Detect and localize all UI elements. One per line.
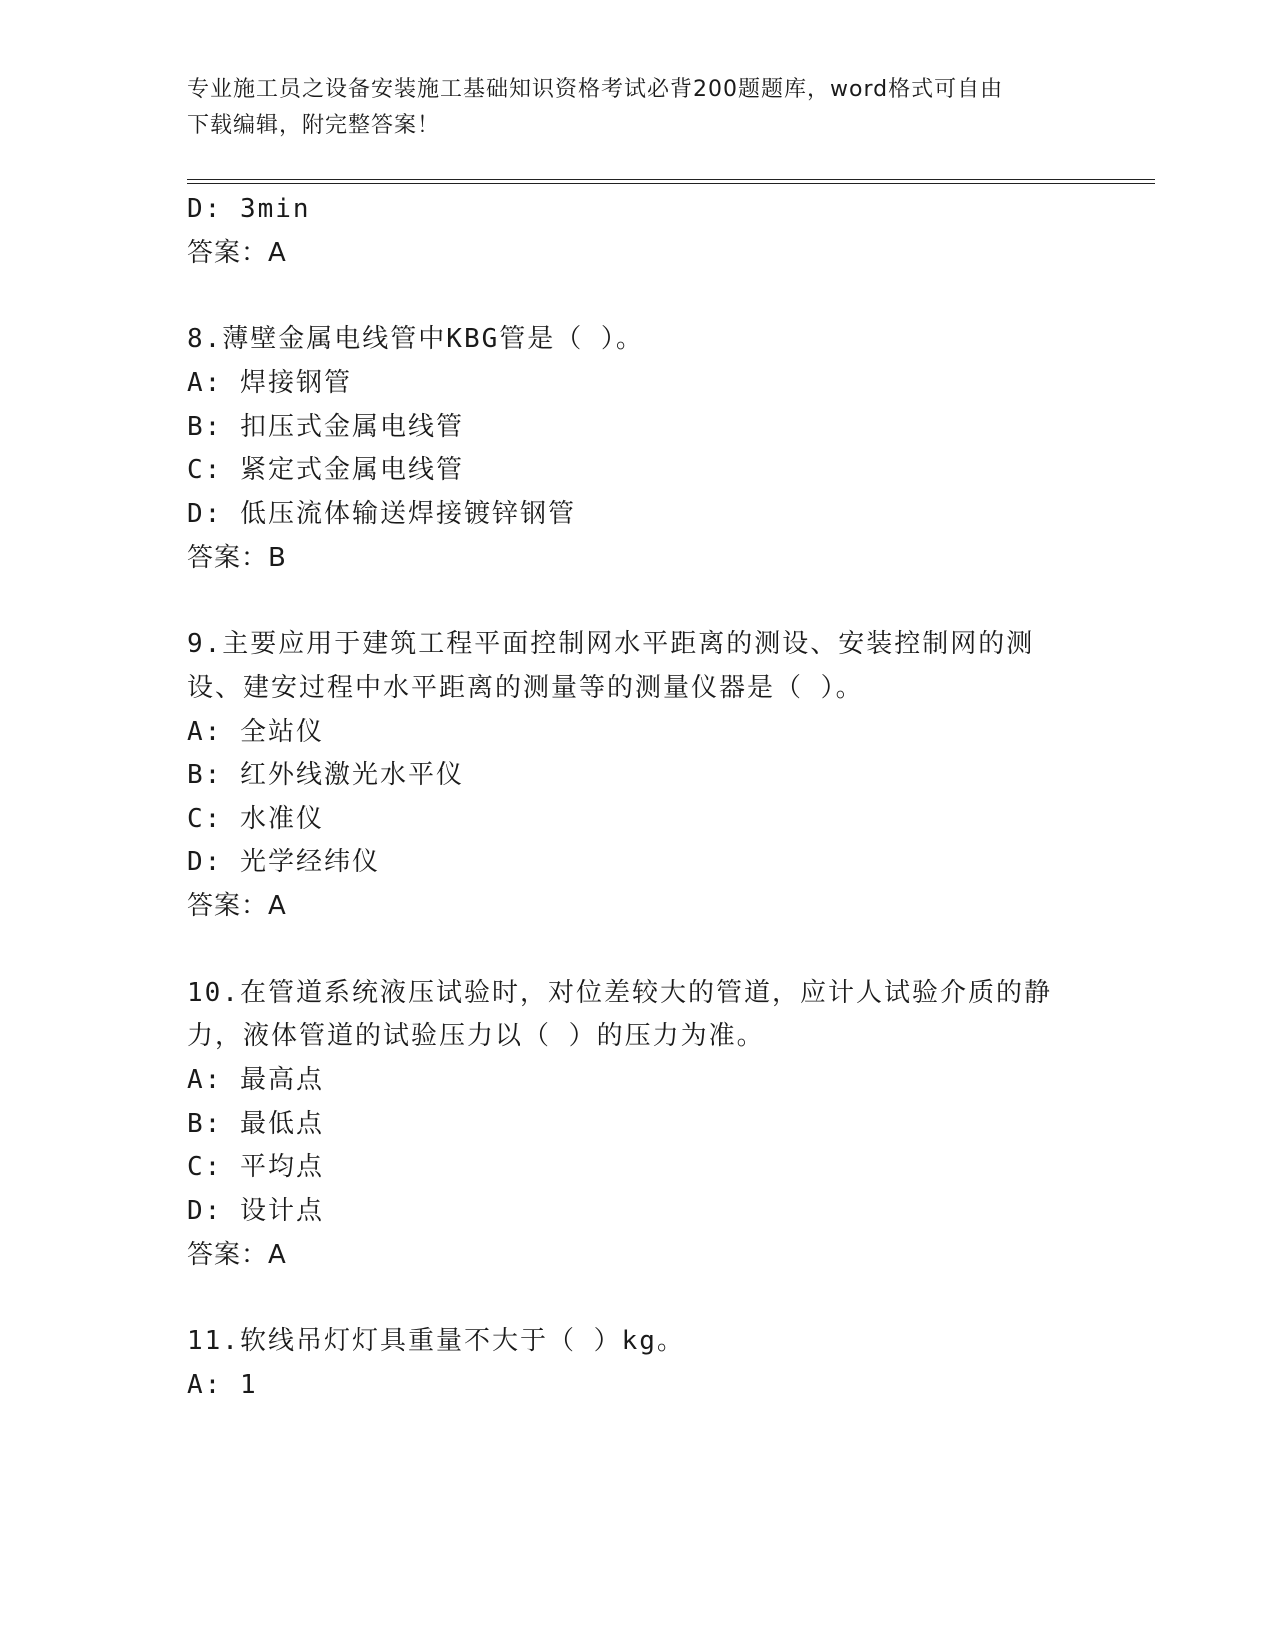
question-line: 8.薄壁金属电线管中KBG管是（ ）。	[187, 324, 644, 354]
option-line: C: 紧定式金属电线管	[187, 455, 464, 485]
option-line: D: 设计点	[187, 1196, 324, 1226]
question-line: 10.在管道系统液压试验时，对位差较大的管道，应计人试验介质的静	[187, 978, 1052, 1008]
option-line: D: 光学经纬仪	[187, 847, 380, 877]
question-line: 11.软线吊灯灯具重量不大于（ ）kg。	[187, 1326, 685, 1356]
option-line: C: 平均点	[187, 1152, 324, 1182]
option-line: A: 全站仪	[187, 717, 324, 747]
header-line-1: 专业施工员之设备安装施工基础知识资格考试必背200题题库，word格式可自由	[187, 77, 1004, 102]
header-divider-top	[187, 179, 1155, 180]
option-line: A: 最高点	[187, 1065, 324, 1095]
option-line: B: 最低点	[187, 1109, 324, 1139]
header-line-2: 下载编辑，附完整答案！	[187, 113, 441, 138]
option-line: B: 红外线激光水平仪	[187, 760, 464, 790]
question-line: 设、建安过程中水平距离的测量等的测量仪器是（ ）。	[187, 673, 864, 703]
option-line: D: 3min	[187, 194, 311, 224]
option-line: A: 焊接钢管	[187, 368, 352, 398]
document-header	[187, 72, 1087, 144]
answer-line: 答案：A	[187, 238, 287, 268]
answer-line: 答案：A	[187, 891, 287, 921]
option-line: A: 1	[187, 1370, 258, 1400]
question-line: 力，液体管道的试验压力以（ ）的压力为准。	[187, 1021, 765, 1051]
answer-line: 答案：A	[187, 1240, 287, 1270]
option-line: C: 水准仪	[187, 804, 324, 834]
question-line: 9.主要应用于建筑工程平面控制网水平距离的测设、安装控制网的测	[187, 629, 1035, 659]
option-line: D: 低压流体输送焊接镀锌钢管	[187, 499, 576, 529]
header-divider-bottom	[187, 183, 1155, 184]
answer-line: 答案：B	[187, 543, 287, 573]
option-line: B: 扣压式金属电线管	[187, 412, 464, 442]
